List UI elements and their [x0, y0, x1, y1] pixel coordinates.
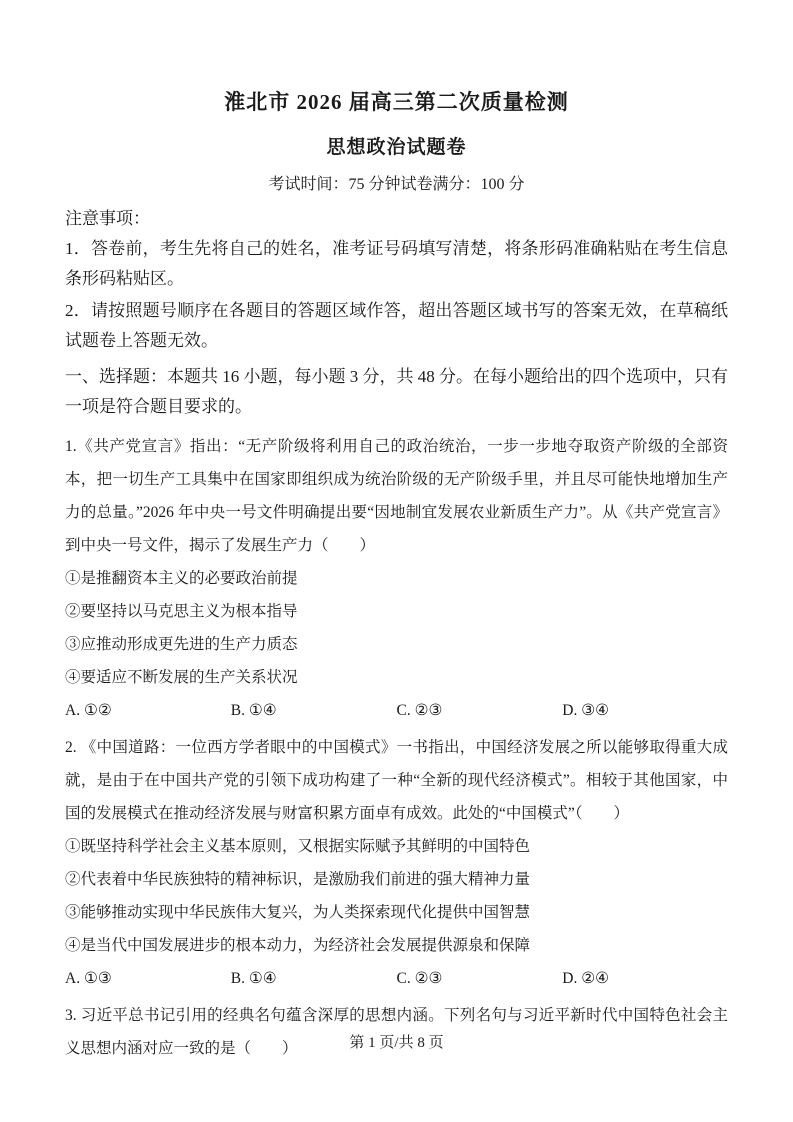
- notice-item-1: 1．答卷前，考生先将自己的姓名，准考证号码填写清楚，将条形码准确粘贴在考生信息条形码粘贴区。: [65, 239, 728, 288]
- question-1-option-3: ③应推动形成更先进的生产力质态: [65, 636, 298, 653]
- question-2: [65, 731, 728, 995]
- exam-info: 考试时间：75 分钟试卷满分：100 分: [268, 176, 525, 193]
- page-subtitle: 思想政治试题卷: [326, 137, 467, 158]
- question-1-option-1: ①是推翻资本主义的必要政治前提: [65, 570, 298, 587]
- question-1-choices: [65, 694, 728, 727]
- notice-item-2: 2．请按照题号顺序在各题目的答题区域作答，超出答题区域书写的答案无效，在草稿纸试题卷上答题无效。: [65, 301, 728, 350]
- question-2-choice-a: A. ①③: [65, 970, 112, 987]
- question-2-option-2: ②代表着中华民族独特的精神标识，是激励我们前进的强大精神力量: [65, 871, 531, 888]
- question-1-stem: 1.《共产党宣言》指出：“无产阶级将利用自己的政治统治，一步一步地夺取资产阶级的全部资本，把一切生产工具集中在国家即组织成为统治阶级的无产阶级手里，并且尽可能快地增加生产力的总量。”2026 年中央一号文件明确提出要“因地制宜发展农业新质生产力”。从《共产党宣言》到中央一号文件，揭示了发展生产力（ ）: [65, 438, 728, 554]
- notices-heading: 注意事项：: [65, 209, 150, 228]
- question-1: [65, 430, 728, 727]
- question-1-choice-a: A. ①②: [65, 702, 112, 719]
- notices-block: [65, 204, 728, 356]
- page-title: 淮北市 2026 届高三第二次质量检测: [224, 90, 569, 114]
- question-2-choice-c: C. ②③: [396, 970, 443, 987]
- question-1-option-2: ②要坚持以马克思主义为根本指导: [65, 603, 298, 620]
- page-footer: 第 1 页/共 8 页: [349, 1035, 444, 1051]
- question-2-choice-b: B. ①④: [230, 970, 277, 987]
- question-1-choice-d: D. ③④: [562, 702, 609, 719]
- question-1-choice-b: B. ①④: [230, 702, 277, 719]
- question-1-choice-c: C. ②③: [396, 702, 443, 719]
- question-2-option-3: ③能够推动实现中华民族伟大复兴，为人类探索现代化提供中国智慧: [65, 904, 531, 921]
- question-2-stem: 2. 《中国道路：一位西方学者眼中的中国模式》一书指出，中国经济发展之所以能够取得重大成就，是由于在中国共产党的引领下成功构建了一种“全新的现代经济模式”。相较于其他国家，中国的发展模式在推动经济发展与财富积累方面卓有成效。此处的“中国模式”（ ）: [65, 739, 728, 822]
- question-1-option-4: ④要适应不断发展的生产关系状况: [65, 669, 298, 686]
- question-2-option-4: ④是当代中国发展进步的根本动力，为经济社会发展提供源泉和保障: [65, 937, 531, 954]
- question-2-choices: [65, 962, 728, 995]
- question-2-option-1: ①既坚持科学社会主义基本原则，又根据实际赋予其鲜明的中国特色: [65, 838, 531, 855]
- question-2-choice-d: D. ②④: [562, 970, 609, 987]
- question-3-stem: 3. 习近平总书记引用的经典名句蕴含深厚的思想内涵。下列名句与习近平新时代中国特色社会主义思想内涵对应一致的是（ ）: [65, 1007, 728, 1057]
- section-heading: 一、选择题：本题共 16 小题，每小题 3 分，共 48 分。在每小题给出的四个选项中，只有一项是符合题目要求的。: [65, 367, 728, 416]
